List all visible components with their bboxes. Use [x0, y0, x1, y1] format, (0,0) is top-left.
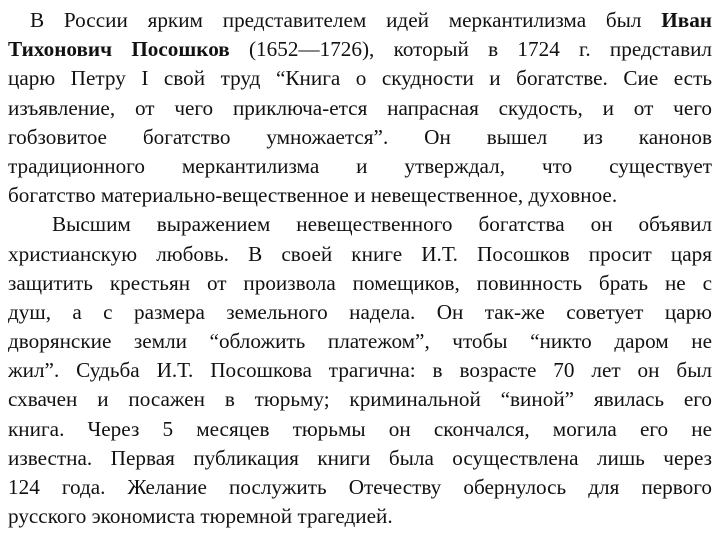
text-segment: гобзовитое богатство умножается”. Он вышел из канонов [8, 124, 712, 149]
text-line [8, 6, 712, 35]
text-line [8, 473, 712, 502]
text-segment: книга. Через 5 месяцев тюрьмы он скончался, могила его не [8, 416, 712, 441]
text-segment: христианскую любовь. В своей книге И.Т. Посошков просит царя [8, 241, 712, 266]
text-line [8, 298, 712, 327]
text-line [8, 123, 712, 152]
text-segment: душ, а с размера земельного надела. Он так-же советует царю [8, 299, 712, 324]
text-line [8, 64, 712, 93]
text-line [8, 240, 712, 269]
text-segment: традиционного меркантилизма и утверждал, что существует [8, 153, 712, 178]
text-line [8, 94, 712, 123]
bold-name: Иван [661, 8, 712, 32]
text-line [8, 415, 712, 444]
paragraph [8, 6, 712, 210]
text-line [8, 35, 712, 64]
text-segment: Высшим выражением невещественного богатства он объявил [52, 212, 712, 237]
text-line [8, 502, 712, 531]
text-segment: В России ярким представителем идей меркантилизма был [30, 8, 662, 32]
text-line [8, 210, 712, 239]
bold-name: Тихонович Посошков [8, 37, 230, 62]
text-line [8, 444, 712, 473]
text-line [8, 385, 712, 414]
text-segment: (1652—1726), который в 1724 г. представил [229, 37, 712, 62]
paragraph [8, 210, 712, 531]
text-line [8, 269, 712, 298]
text-segment: защитить крестьян от произвола помещиков, повинность брать не с [8, 270, 712, 295]
text-line [8, 327, 712, 356]
text-segment: известна. Первая публикация книги была осуществлена лишь через [8, 445, 712, 470]
text-segment: 124 года. Желание послужить Отечеству обернулось для первого [8, 475, 712, 499]
text-segment: дворянские земли “обложить платежом”, чтобы “никто даром не [8, 329, 712, 354]
text-segment: схвачен и посажен в тюрьму; криминальной “виной” явилась его [8, 387, 712, 412]
text-line [8, 181, 712, 210]
text-segment: жил”. Судьба И.Т. Посошкова трагична: в возрасте 70 лет он был [8, 358, 712, 383]
text-segment: русского экономиста тюремной трагедией. [8, 504, 393, 529]
text-segment: изъявление, от чего приключа-ется напрасная скудость, и от чего [8, 95, 712, 120]
text-line [8, 152, 712, 181]
text-segment: царю Петру I свой труд “Книга о скудности и богатстве. Сие есть [8, 66, 712, 91]
text-line [8, 356, 712, 385]
text-segment: богатство материально-вещественное и невещественное, духовное. [8, 183, 618, 208]
